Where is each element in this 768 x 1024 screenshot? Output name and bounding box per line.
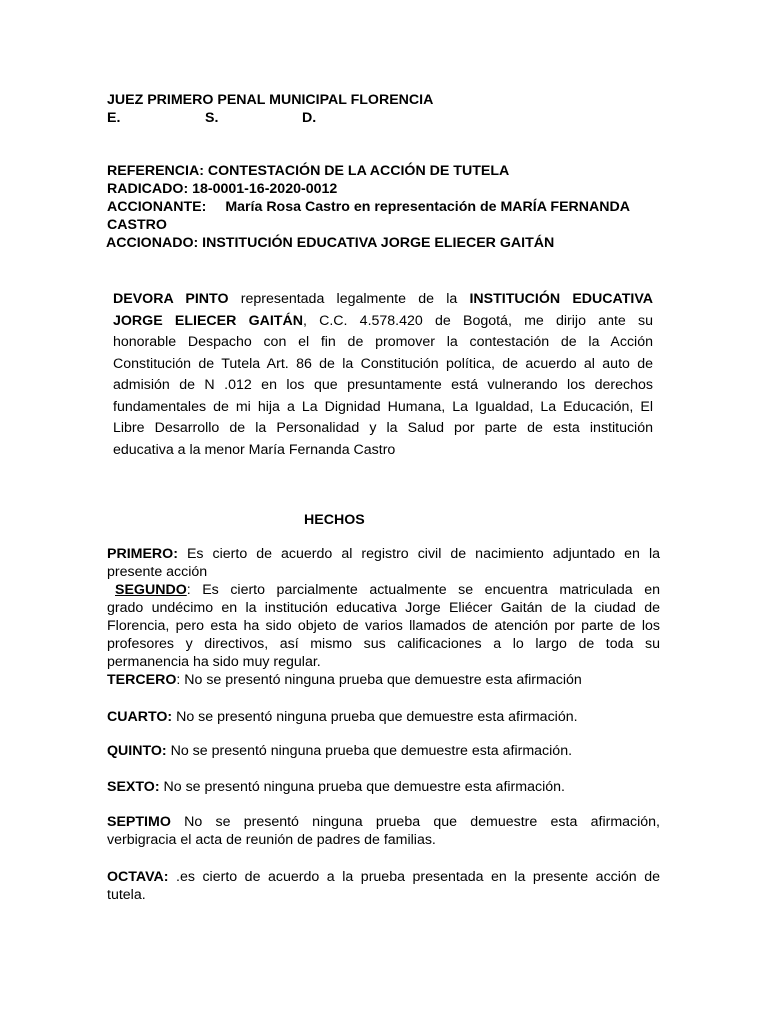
hecho-primero: PRIMERO: Es cierto de acuerdo al registro civil de nacimiento adjuntado en la presente acción (107, 546, 660, 580)
hecho-tercero: TERCERO: No se presentó ninguna prueba que demuestre esta afirmación (107, 672, 582, 688)
intro-line: Constitución de Tutela Art. 86 de la Constitución política, de acuerdo al auto de (113, 355, 653, 372)
hecho-octava: OCTAVA: .es cierto de acuerdo a la prueba presentada en la presente acción de tutela. (107, 869, 660, 903)
intro-line: honorable Despacho con el fin de promover la contestación de la Acción (113, 334, 653, 350)
hecho-quinto: QUINTO: No se presentó ninguna prueba que demuestre esta afirmación. (107, 743, 573, 759)
accionante-line (107, 198, 630, 216)
intro-line: admisión de N .012 en los que presuntamente está vulnerando los derechos (113, 377, 653, 393)
heading-d: D. (302, 110, 317, 126)
radicado-line: RADICADO: 18-0001-16-2020-0012 (107, 181, 338, 197)
intro-line: Libre Desarrollo de la Personalidad y la Salud por parte de esta institución (113, 420, 653, 436)
heading-s: S. (205, 110, 219, 126)
intro-paragraph (113, 289, 653, 461)
hecho-sexto: SEXTO: No se presentó ninguna prueba que demuestre esta afirmación. (107, 779, 565, 795)
heading-e: E. (107, 110, 121, 126)
accionante-value: María Rosa Castro en representación de MARÍA FERNANDA (225, 199, 631, 215)
hecho-septimo: SEPTIMO No se presentó ninguna prueba que demuestre esta afirmación, verbigracia el acta de reunión de padres de familias. (107, 814, 660, 848)
intro-line: DEVORA PINTO representada legalmente de la INSTITUCIÓN EDUCATIVA (113, 291, 653, 307)
intro-line: educativa a la menor María Fernanda Castro (113, 441, 396, 458)
accionante-continuation: CASTRO (107, 217, 167, 233)
hecho-segundo: SEGUNDO: Es cierto parcialmente actualmente se encuentra matriculada en grado undécimo en la institución educativa Jorge Eliécer Gaitán de la ciudad de Florencia, pero esta ha sido objeto de varios llamados de atención por parte de los profesores y directivos, así mismo sus calificaciones a lo largo de toda su permanencia ha sido muy regular. (107, 582, 660, 670)
accionante-label: ACCIONANTE: (107, 199, 207, 215)
hechos-title: HECHOS (304, 512, 365, 528)
hecho-cuarto: CUARTO: No se presentó ninguna prueba que demuestre esta afirmación. (107, 709, 578, 725)
accionado-line: ACCIONADO: INSTITUCIÓN EDUCATIVA JORGE ELIECER GAITÁN (106, 235, 555, 251)
referencia-line: REFERENCIA: CONTESTACIÓN DE LA ACCIÓN DE TUTELA (107, 163, 510, 179)
court-heading: JUEZ PRIMERO PENAL MUNICIPAL FLORENCIA (107, 92, 434, 108)
intro-line: JORGE ELIECER GAITÁN, C.C. 4.578.420 de Bogotá, me dirijo ante su (113, 312, 653, 329)
intro-line: fundamentales de mi hija a La Dignidad Humana, La Igualdad, La Educación, El (113, 398, 653, 415)
